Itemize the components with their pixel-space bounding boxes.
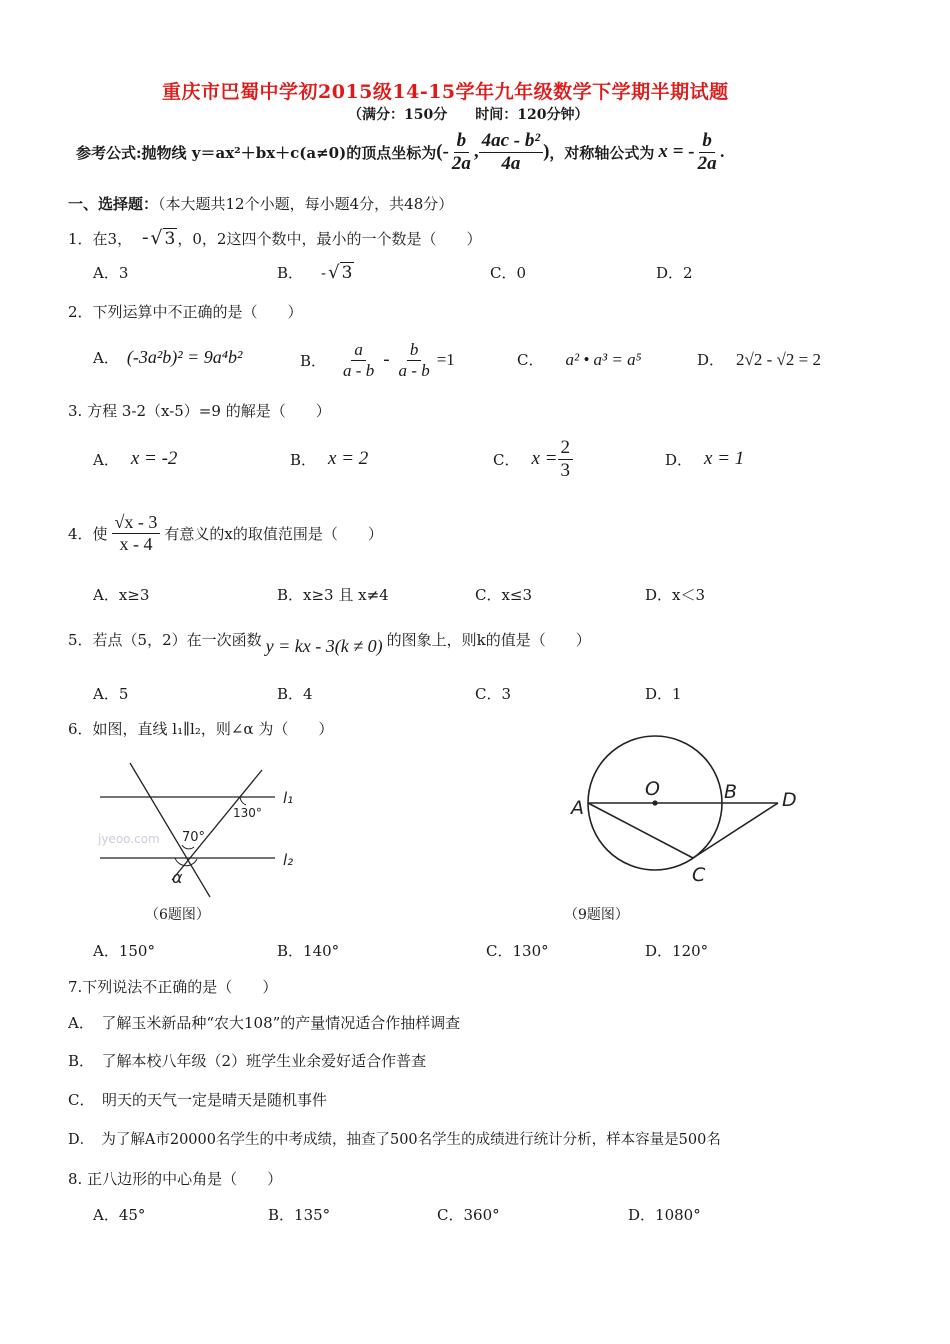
- segment-cd: [693, 803, 778, 858]
- center-point: [652, 800, 657, 805]
- transversal-2: [172, 770, 262, 880]
- label-a: A: [571, 797, 584, 819]
- q4-fraction: $\frac{√x - 3}{x - 4}$: [112, 512, 161, 554]
- formula-prefix: 参考公式:抛物线 y＝ax²＋bx＋c(a≠0)的顶点坐标为: [76, 143, 437, 162]
- axis-lhs: x = -: [658, 141, 695, 162]
- vertex-y-fraction: $\frac{\text{4ac - b²}}{4a}$: [479, 130, 543, 175]
- q2-option-d: D． 2√2 - √2 = 2: [697, 349, 821, 369]
- arc-70: [182, 845, 194, 849]
- question-4: 4．使 $\frac{√x - 3}{x - 4}$ 有意义的x的取值范围是（ ）: [68, 511, 383, 554]
- q6-option-a: A．150°: [93, 942, 155, 960]
- q3-option-c: C． x = $\frac{2}{3}$: [493, 436, 573, 482]
- q2-option-a: A． (-3a²b)² = 9a⁴b²: [93, 347, 243, 367]
- q4-option-b: B．x≥3 且 x≠4: [277, 586, 389, 604]
- q1-option-d: D．2: [656, 264, 693, 282]
- q1-option-c: C．0: [490, 264, 527, 282]
- q7-option-c: C． 明天的天气一定是晴天是随机事件: [68, 1091, 327, 1109]
- q6-option-b: B．140°: [277, 942, 340, 960]
- label-b: B: [724, 781, 738, 803]
- q4-option-c: C．x≤3: [475, 586, 533, 604]
- reference-formula: 参考公式:抛物线 y＝ax²＋bx＋c(a≠0)的顶点坐标为 (- $\frac{b}{2a}$ , $\frac{\text{4ac - b²}}{4a}$ ) ，对称轴公式为 x = - $\frac{b}{2a}$ .: [76, 129, 725, 174]
- q3-fraction: $\frac{2}{3}$: [558, 437, 574, 482]
- label-l1: l₁: [283, 789, 294, 807]
- figure-6-parallel-lines: [90, 755, 310, 905]
- q5-option-d: D．1: [645, 685, 682, 703]
- q7-option-b: B． 了解本校八年级（2）班学生业余爱好适合作普查: [68, 1052, 427, 1070]
- figure-9-caption: （9题图）: [564, 907, 629, 923]
- q3-option-d: D． x = 1: [665, 448, 745, 469]
- q1-option-b: B． - √ 3: [277, 262, 353, 283]
- question-3: 3. 方程 3-2（x-5）=9 的解是（ ）: [68, 402, 331, 420]
- q2-fraction-1: $\frac{a}{a - b}$: [343, 339, 375, 380]
- question-1: 1．在3， - √ 3 ，0，2这四个数中，最小的一个数是（ ）: [68, 227, 482, 249]
- vertex-x-fraction: $\frac{b}{2a}$: [451, 129, 471, 174]
- q2-fraction-2: $\frac{b}{a - b}$: [398, 339, 430, 380]
- question-7: 7.下列说法不正确的是（ ）: [68, 978, 278, 996]
- watermark: jyeoo.com: [98, 832, 160, 846]
- exam-info: （满分：150分 时间：120分钟）: [348, 107, 589, 123]
- q5-option-a: A．5: [93, 685, 129, 703]
- section-heading: 一、选择题：（本大题共12个小题，每小题4分，共48分）: [68, 195, 454, 213]
- q2-option-b: B． $\frac{a}{a - b}$ - $\frac{b}{a - b}$ =1: [300, 339, 455, 380]
- q7-option-a: A． 了解玉米新品种“农大108”的产量情况适合作抽样调查: [68, 1014, 461, 1032]
- figure-6-caption: （6题图）: [145, 907, 210, 923]
- label-d: D: [782, 789, 797, 811]
- q4-option-d: D．x＜3: [645, 586, 706, 604]
- q6-option-d: D．120°: [645, 942, 709, 960]
- label-70: 70°: [182, 830, 206, 845]
- q8-option-d: D．1080°: [628, 1206, 701, 1224]
- label-l2: l₂: [283, 851, 294, 869]
- label-c: C: [692, 864, 706, 886]
- q5-option-b: B．4: [277, 685, 313, 703]
- formula-middle: ，对称轴公式为: [549, 143, 655, 162]
- arc-130: [240, 797, 246, 805]
- q8-option-c: C．360°: [437, 1206, 500, 1224]
- q2-option-c: C． a² • a³ = a⁵: [517, 349, 642, 369]
- q6-option-c: C．130°: [486, 942, 549, 960]
- q1-option-a: A．3: [93, 264, 129, 282]
- axis-fraction: $\frac{b}{2a}$: [697, 129, 717, 174]
- q3-option-b: B． x = 2: [290, 448, 369, 469]
- question-6: 6．如图，直线 l₁∥l₂，则∠α 为（ ）: [68, 720, 334, 738]
- q7-option-d: D． 为了解A市20000名学生的中考成绩，抽查了500名学生的成绩进行统计分析，样本容量是500名: [68, 1132, 721, 1148]
- question-8: 8. 正八边形的中心角是（ ）: [68, 1170, 283, 1188]
- label-alpha: α: [172, 868, 183, 887]
- question-2: 2．下列运算中不正确的是（ ）: [68, 303, 303, 321]
- label-130: 130°: [233, 806, 262, 820]
- q8-option-b: B．135°: [268, 1206, 331, 1224]
- segment-ac: [588, 803, 693, 858]
- figure-9-circle: [560, 728, 820, 888]
- page-title: 重庆市巴蜀中学初2015级14-15学年九年级数学下学期半期试题: [162, 81, 729, 103]
- q5-option-c: C．3: [475, 685, 512, 703]
- question-5: 5．若点（5，2）在一次函数 y = kx - 3(k ≠ 0) 的图象上，则k的值是（ ）: [68, 631, 591, 656]
- q8-option-a: A．45°: [93, 1206, 146, 1224]
- q3-option-a: A． x = -2: [93, 448, 178, 469]
- q4-option-a: A．x≥3: [93, 586, 150, 604]
- label-o: O: [645, 778, 660, 800]
